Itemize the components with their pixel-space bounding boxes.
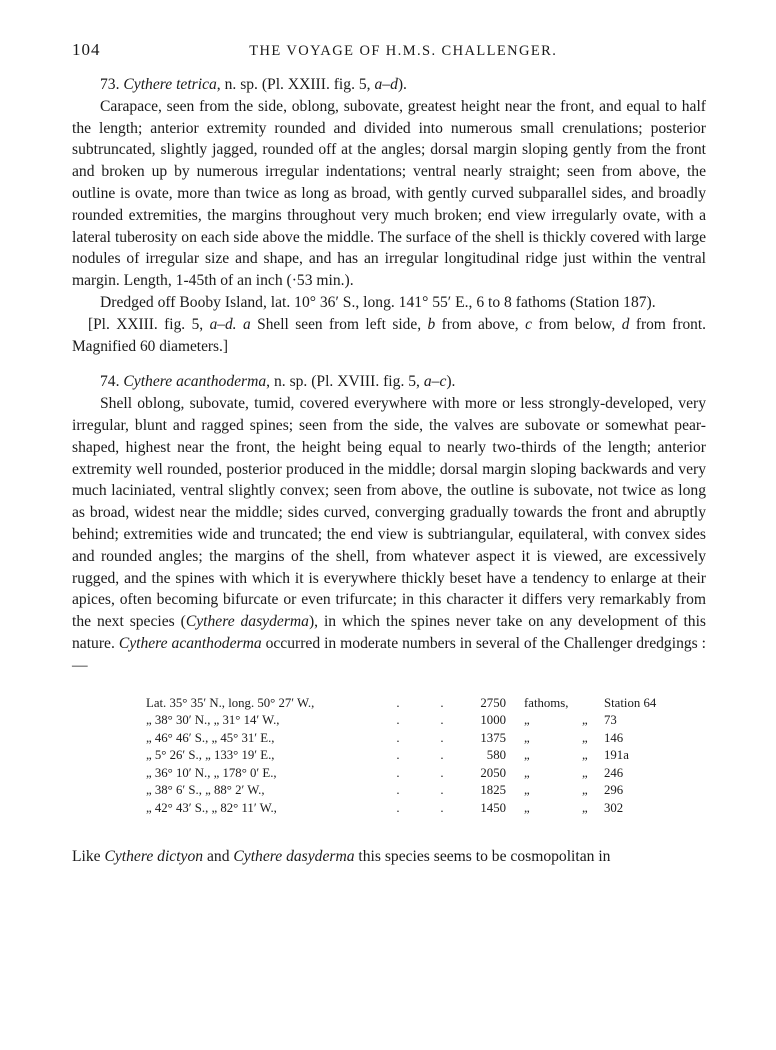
station-cell-d2: . xyxy=(440,695,444,710)
station-cell-unit: „ xyxy=(524,765,530,780)
table-row xyxy=(146,747,656,765)
station-cell-sd: „ xyxy=(582,730,588,745)
station-cell-depth: 2750 xyxy=(480,695,506,710)
species-74-description: Shell oblong, subovate, tumid, covered everywhere with more or less strongly-developed, very irregular, blunt and ragged spines; seen from the side, the valves are subovate or somewhat pear-shaped, highest near the front, the height being equal to nearly two-thirds of the length; anterior extremity well rounded, posterior produced in the middle; dorsal margin sloping backwards and very much laciniated, ventral slightly convex; seen from above, the outline is subovate, not twice as long as broad, widest near the middle; sides curved, converging gradually towards the front and abruptly behind; extremities wide and truncated; the end view is subtriangular, equilateral, with convex sides and rounded angles; the margins of the shell, from whatever aspect it is viewed, are excessively rugged, and the spines with which it is everywhere thickly beset have a tendency to enlarge at their apices, often becoming bifurcate or even trifurcate; in this character it differs very remarkably from the next species (Cythere dasyderma), in which the spines never take on any development of this nature. Cythere acanthoderma occurred in moderate numbers in several of the Challenger dredgings :— xyxy=(72,395,707,674)
table-row xyxy=(146,765,656,783)
station-cell-num: 302 xyxy=(604,801,624,816)
station-cell-num: 146 xyxy=(604,730,624,745)
station-cell-d2: . xyxy=(440,783,444,798)
station-cell-loc: „ 36° 10′ N., „ 178° 0′ E., xyxy=(146,765,277,780)
station-cell-loc: „ 38° 30′ N., „ 31° 14′ W., xyxy=(146,713,280,728)
station-cell-d2: . xyxy=(440,765,444,780)
station-cell-d1: . xyxy=(396,695,400,710)
station-cell-unit: fathoms, xyxy=(524,695,569,710)
page xyxy=(72,40,706,867)
station-cell-num: 191a xyxy=(604,748,629,763)
table-row xyxy=(146,800,656,818)
species-73-name: Cythere tetrica xyxy=(123,76,217,93)
station-cell-loc: „ 5° 26′ S., „ 133° 19′ E., xyxy=(146,748,275,763)
station-cell-d1: . xyxy=(396,748,400,763)
species-74-heading: 74. Cythere acanthoderma, n. sp. (Pl. XVIII. fig. 5, a–c). xyxy=(100,373,456,391)
running-header xyxy=(72,40,706,60)
table-row xyxy=(146,695,656,713)
station-cell-depth: 1450 xyxy=(480,801,506,816)
station-cell-d2: . xyxy=(440,801,444,816)
page-number: 104 xyxy=(72,40,101,59)
station-cell-d1: . xyxy=(396,783,400,798)
station-cell-loc: „ 42° 43′ S., „ 82° 11′ W., xyxy=(146,801,277,816)
station-cell-depth: 1375 xyxy=(480,730,506,745)
table-row xyxy=(146,782,656,800)
station-cell-loc: „ 46° 46′ S., „ 45° 31′ E., xyxy=(146,730,275,745)
stations-table xyxy=(146,695,656,818)
station-cell-loc: Lat. 35° 35′ N., long. 50° 27′ W., xyxy=(146,695,315,710)
station-cell-sd xyxy=(582,695,604,713)
station-cell-unit: „ xyxy=(524,801,530,816)
species-73-heading: 73. Cythere tetrica, n. sp. (Pl. XXIII. fig. 5, a–d). xyxy=(100,76,407,93)
species-73-description: Carapace, seen from the side, oblong, subovate, greatest height near the front, and equal to half the length; anterior extremity rounded and divided into numerous small crenulations; posterior subtruncated, slightly jagged, rounded off at the angles; dorsal margin sloping gently from the front and broken up by numerous irregular indentations; ventral nearly straight; seen from above, the outline is ovate, more than twice as long as broad, with gently curved subparallel sides, and broadly rounded extremities, the margins throughout very much broken; end view irregularly ovate, with a lateral tuberosity on each side above the middle. The surface of the shell is thickly covered with large nodules of irregular size and shape, and has an irregular longitudinal ridge just within the ventral margin. Length, 1-45th of an inch (·53 min.). xyxy=(72,97,706,290)
footer-paragraph: Like Cythere dictyon and Cythere dasyderma this species seems to be cosmopolitan in xyxy=(72,847,611,865)
station-cell-sd: „ xyxy=(582,713,588,728)
station-cell-num: Station 64 xyxy=(604,695,657,710)
station-cell-d2: . xyxy=(440,748,444,763)
station-cell-d2: . xyxy=(440,713,444,728)
station-cell-num: 73 xyxy=(604,713,617,728)
species-74-name: Cythere acanthoderma xyxy=(123,373,267,391)
table-row xyxy=(146,730,656,748)
station-cell-d1: . xyxy=(396,730,400,745)
station-cell-sd: „ xyxy=(582,748,588,763)
station-cell-depth: 2050 xyxy=(480,765,506,780)
station-cell-sd: „ xyxy=(582,801,588,816)
station-cell-unit: „ xyxy=(524,730,530,745)
station-cell-depth: 1825 xyxy=(480,783,506,798)
station-cell-unit: „ xyxy=(524,748,530,763)
station-cell-num: 296 xyxy=(604,783,624,798)
station-cell-depth: 580 xyxy=(486,748,506,763)
station-cell-loc: „ 38° 6′ S., „ 88° 2′ W., xyxy=(146,783,265,798)
station-cell-unit: „ xyxy=(524,713,530,728)
species-73-plate-caption: [Pl. XXIII. fig. 5, a–d. a Shell seen from left side, b from above, c from below, d from front. Magnified 60 diameters.] xyxy=(72,315,707,355)
station-cell-d1: . xyxy=(396,765,400,780)
station-cell-num: 246 xyxy=(604,765,624,780)
station-cell-unit: „ xyxy=(524,783,530,798)
station-cell-sd: „ xyxy=(582,765,588,780)
station-cell-d1: . xyxy=(396,801,400,816)
species-73-locality: Dredged off Booby Island, lat. 10° 36′ S., long. 141° 55′ E., 6 to 8 fathoms (Station 187). xyxy=(100,293,656,311)
station-cell-sd: „ xyxy=(582,783,588,798)
station-cell-d1: . xyxy=(396,713,400,728)
table-row xyxy=(146,712,656,730)
station-cell-d2: . xyxy=(440,730,444,745)
running-title: THE VOYAGE OF H.M.S. CHALLENGER. xyxy=(249,43,558,59)
station-cell-depth: 1000 xyxy=(480,713,506,728)
